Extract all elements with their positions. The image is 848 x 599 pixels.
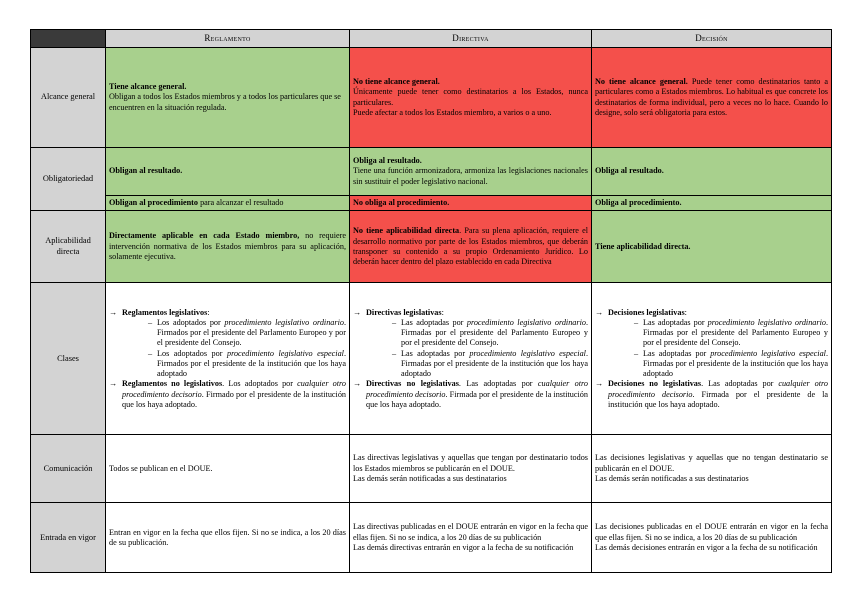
corner-cell (31, 30, 106, 48)
reglamento-clases-list (109, 308, 346, 411)
row-comunicacion (31, 435, 832, 503)
cell-directiva-clases (350, 283, 592, 435)
reglamento-legislativos-sublist (122, 318, 346, 380)
directiva-aplicabilidad-text: . Para su plena aplicación, requiere el desarrollo normativo por parte de los Estados miembros, que deberán transponer su contenido a su propio Ordenamiento Jurídico. Lo deberán hacer dentro del plazo establecido en cada Directiva (353, 226, 588, 266)
reglamento-obliga-procedimiento-text: para alcanzar el resultado (198, 198, 284, 207)
dash-icon: – (392, 317, 397, 327)
decision-obliga-procedimiento: Obliga al procedimiento. (595, 198, 682, 207)
directiva-clases-list (353, 308, 588, 411)
row-entrada-vigor (31, 503, 832, 573)
dash-icon: – (392, 348, 397, 358)
row-header-clases: Clases (31, 283, 106, 435)
decision-entrada-text2: Las demás decisiones entrarán en vigor a la fecha de su notificación (595, 542, 818, 552)
cell-decision-aplicabilidad (592, 211, 832, 283)
cell-decision-alcance (592, 48, 832, 148)
reglamento-obliga-resultado: Obligan al resultado. (109, 166, 183, 176)
cell-directiva-obligatoriedad-resultado (350, 148, 592, 196)
directiva-alcance-text1: Únicamente puede tener como destinatarios a los Estados, nunca particulares. (353, 87, 588, 107)
arrow-icon: → (109, 379, 118, 389)
italic-term: cualquier otro procedimiento decisorio (608, 379, 828, 399)
list-item (109, 308, 346, 380)
dash-icon: – (148, 317, 153, 327)
list-item (353, 308, 588, 380)
italic-term: procedimiento legislativo ordinario (224, 317, 344, 327)
decision-comunicacion-text1: Las decisiones legislativas y aquellas que no tengan destinatario se publicarán en el DOUE. (595, 453, 828, 473)
reglamento-legislativos-title: Reglamentos legislativos (122, 307, 208, 317)
directiva-entrada-text1: Las directivas publicadas en el DOUE entrarán en vigor en la fecha que ellas fijen. Si no se indica, a los 20 días de su publicación (353, 522, 588, 542)
directiva-no-legislativas-title: Directivas no legislativas (366, 379, 459, 389)
list-item (634, 349, 828, 380)
italic-term: cualquier otro procedimiento decisorio (366, 379, 588, 399)
cell-decision-comunicacion (592, 435, 832, 503)
decision-no-legislativas-title: Decisiones no legislativas (608, 379, 702, 389)
text: . Firmados por el presidente del Parlamento Europeo y por el presidente del Consejo. (157, 317, 346, 348)
italic-term: procedimiento legislativo especial (469, 348, 586, 358)
row-header-obligatoriedad: Obligatoriedad (31, 148, 106, 211)
directiva-no-obliga-procedimiento: No obliga al procedimiento. (353, 198, 450, 207)
directiva-alcance-bold: No tiene alcance general. (353, 77, 440, 86)
list-item (595, 379, 828, 410)
text: Las adoptadas por (643, 317, 708, 327)
decision-aplicabilidad: Tiene aplicabilidad directa. (595, 241, 691, 251)
cell-decision-entrada (592, 503, 832, 573)
row-header-alcance: Alcance general (31, 48, 106, 148)
cell-directiva-entrada (350, 503, 592, 573)
decision-clases-list (595, 308, 828, 411)
cell-reglamento-entrada (106, 503, 350, 573)
cell-decision-obligatoriedad-procedimiento (592, 196, 832, 211)
comparison-table (30, 29, 832, 573)
text: Los adoptados por (157, 317, 225, 327)
colon: : (684, 307, 687, 317)
reglamento-entrada-text: Entran en vigor en la fecha que ellos fijen. Si no se indica, a los 20 días de su publicación. (109, 527, 346, 547)
colon: : (441, 307, 444, 317)
text: . Firmadas por el presidente del Parlamento Europeo y por el presidente del Consejo. (643, 317, 829, 348)
italic-term: procedimiento legislativo especial (226, 348, 344, 358)
cell-reglamento-alcance (106, 48, 350, 148)
directiva-obliga-resultado-text: Tiene una función armonizadora, armoniza las legislaciones nacionales sin sustituir el poder legislativo nacional. (353, 166, 588, 186)
row-obligatoriedad-b (31, 196, 832, 211)
directiva-alcance-text2: Puede afectar a todos los Estados miembro, a varios o a uno. (353, 107, 552, 117)
comparison-table-wrapper (30, 29, 832, 573)
decision-alcance-text: Puede tener como destinatarios tanto a particulares como a Estados miembros. Lo habitual es que concrete los destinatarios de forma individual, pero a veces no lo hace. Cuando lo designe, solo será obligatoria para estos. (595, 77, 828, 117)
text: . Las adoptadas por (458, 379, 538, 389)
arrow-icon: → (353, 379, 362, 389)
arrow-icon: → (109, 307, 118, 317)
cell-reglamento-comunicacion (106, 435, 350, 503)
arrow-icon: → (595, 307, 604, 317)
decision-alcance-bold: No tiene alcance general. (595, 77, 688, 86)
text: . Firmado por el presidente de la institución que los haya adoptado. (122, 389, 347, 409)
row-header-comunicacion: Comunicación (31, 435, 106, 503)
list-item (392, 318, 588, 349)
directiva-aplicabilidad-bold: No tiene aplicabilidad directa (353, 226, 460, 236)
header-row (31, 30, 832, 48)
decision-legislativas-title: Decisiones legislativas (608, 307, 685, 317)
decision-obliga-resultado: Obliga al resultado. (595, 166, 664, 176)
text: Las adoptadas por (401, 317, 467, 327)
text: Los adoptados por (157, 348, 227, 358)
reglamento-aplicabilidad-text: no requiere intervención normativa de los Estados miembros para su aplicación, solamente ejecutiva. (109, 231, 346, 261)
directiva-legislativas-sublist (366, 318, 588, 380)
italic-term: procedimiento legislativo ordinario (707, 317, 826, 327)
decision-entrada-text1: Las decisiones publicadas en el DOUE entrarán en vigor en la fecha que ellas fijen. Si no se indica, a los 20 días de su publicación (595, 522, 828, 542)
row-obligatoriedad-a (31, 148, 832, 196)
list-item (595, 308, 828, 380)
list-item (148, 318, 346, 349)
row-header-aplicabilidad: Aplicabilidad directa (31, 211, 106, 283)
cell-decision-clases (592, 283, 832, 435)
text: . Firmadas por el presidente de la institución que los haya adoptado (401, 348, 588, 378)
row-alcance-general (31, 48, 832, 148)
cell-directiva-alcance (350, 48, 592, 148)
decision-legislativas-sublist (608, 318, 828, 380)
arrow-icon: → (595, 379, 604, 389)
decision-comunicacion-text2: Las demás serán notificadas a sus destinatarios (595, 473, 749, 483)
dash-icon: – (634, 317, 639, 327)
text: . Firmada por el presidente de la institución que los haya adoptado. (366, 389, 588, 409)
cell-decision-obligatoriedad-resultado (592, 148, 832, 196)
column-header-directiva: Directiva (350, 30, 592, 48)
cell-reglamento-aplicabilidad (106, 211, 350, 283)
list-item (353, 379, 588, 410)
reglamento-no-legislativos-title: Reglamentos no legislativos (122, 379, 223, 389)
colon: : (207, 307, 210, 317)
cell-directiva-comunicacion (350, 435, 592, 503)
text: . Las adoptadas por (701, 379, 779, 389)
column-header-decision: Decisión (592, 30, 832, 48)
row-clases (31, 283, 832, 435)
list-item (634, 318, 828, 349)
directiva-entrada-text2: Las demás directivas entrarán en vigor a la fecha de su notificación (353, 542, 574, 552)
reglamento-alcance-text: Obligan a todos los Estados miembros y a todos los particulares que se encuentren en la situación regulada. (109, 92, 341, 112)
text: Las adoptadas por (401, 348, 470, 358)
directiva-legislativas-title: Directivas legislativas (366, 307, 442, 317)
cell-reglamento-obligatoriedad-procedimiento (106, 196, 350, 211)
italic-term: cualquier otro procedimiento decisorio (122, 379, 346, 399)
text: . Firmadas por el presidente de la institución que los haya adoptado (643, 348, 828, 378)
dash-icon: – (148, 348, 153, 358)
list-item (148, 349, 346, 380)
directiva-obliga-resultado: Obliga al resultado. (353, 156, 422, 166)
reglamento-comunicacion-text: Todos se publican en el DOUE. (109, 463, 213, 473)
cell-directiva-aplicabilidad (350, 211, 592, 283)
directiva-comunicacion-text1: Las directivas legislativas y aquellas que tengan por destinatario todos los Estados miembros se publicarán en el DOUE. (353, 453, 588, 473)
directiva-comunicacion-text2: Las demás serán notificadas a sus destinatarios (353, 473, 507, 483)
dash-icon: – (634, 348, 639, 358)
italic-term: procedimiento legislativo especial (710, 348, 826, 358)
column-header-reglamento: Reglamento (106, 30, 350, 48)
reglamento-alcance-bold: Tiene alcance general. (109, 82, 187, 92)
cell-directiva-obligatoriedad-procedimiento (350, 196, 592, 211)
list-item (109, 379, 346, 410)
reglamento-aplicabilidad-bold: Directamente aplicable en cada Estado miembro, (109, 231, 300, 241)
text: . Firmada por el presidente de la institución que los haya adoptado. (608, 389, 829, 409)
row-header-entrada: Entrada en vigor (31, 503, 106, 573)
italic-term: procedimiento legislativo ordinario (466, 317, 586, 327)
list-item (392, 349, 588, 380)
arrow-icon: → (353, 307, 362, 317)
text: . Firmados por el presidente de la institución que los haya adoptado (157, 348, 346, 378)
text: . Los adoptados por (222, 379, 298, 389)
text: . Firmadas por el presidente del Parlamento Europeo y por el presidente del Consejo. (401, 317, 588, 348)
row-aplicabilidad (31, 211, 832, 283)
text: Las adoptadas por (643, 348, 711, 358)
reglamento-obliga-procedimiento-bold: Obligan al procedimiento (109, 198, 199, 207)
cell-reglamento-obligatoriedad-resultado (106, 148, 350, 196)
cell-reglamento-clases (106, 283, 350, 435)
